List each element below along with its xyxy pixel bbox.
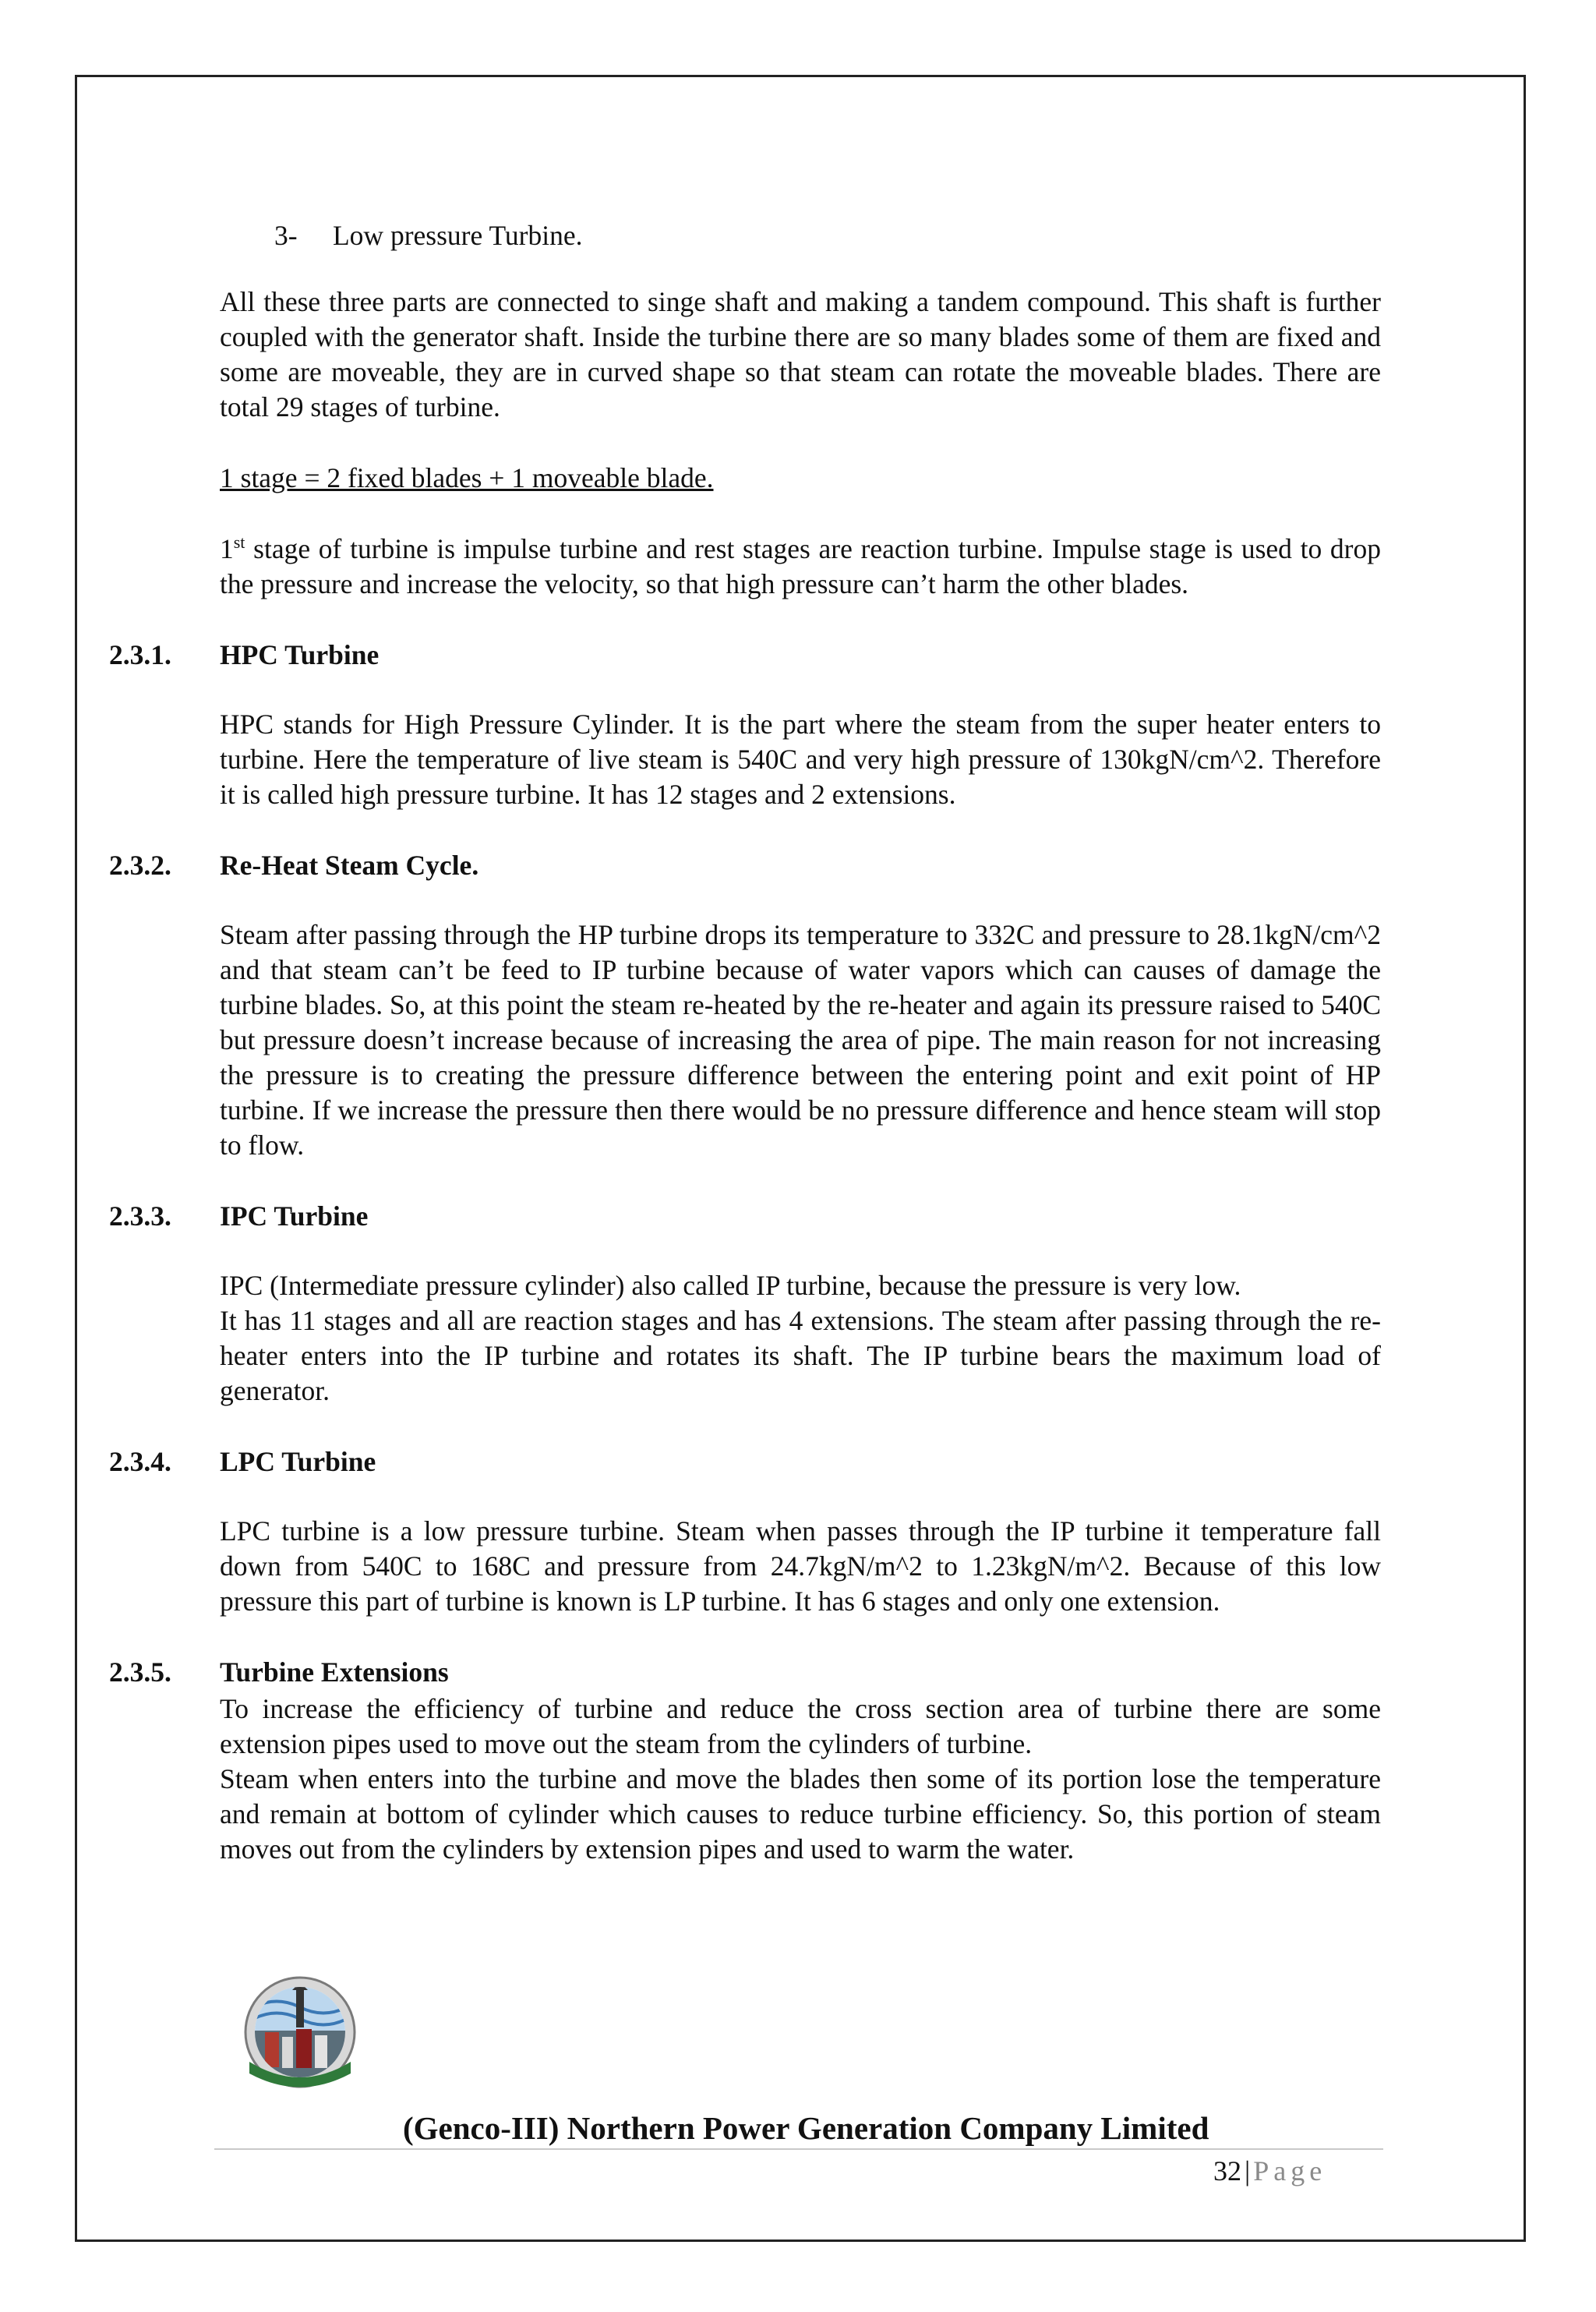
ordinal-suffix: st bbox=[233, 532, 245, 553]
page-number: 32 bbox=[1213, 2155, 1241, 2187]
section-paragraph: Steam when enters into the turbine and move the blades then some of its portion lose the temperature and remain at bottom of cylinder which causes to reduce turbine efficiency. So, this portion of steam moves out from the cylinders by extension pipes and used to warm the water. bbox=[220, 1763, 1381, 1865]
section-number: 2.3.5. bbox=[109, 1656, 171, 1688]
intro-paragraph: All these three parts are connected to singe shaft and making a tandem compound. This shaft is further coupled with the generator shaft. Inside the turbine there are so many blades some of them are fixed and some are moveable, they are in curved shape so that steam can rotate the moveable blades. There are total 29 stages of turbine. bbox=[220, 286, 1381, 422]
page-label: Page bbox=[1253, 2155, 1327, 2187]
section-number: 2.3.2. bbox=[109, 850, 171, 881]
impulse-text: stage of turbine is impulse turbine and rest stages are reaction turbine. Impulse stage is used to drop the pressure and increase the velocity, so that high pressure can’t harm the other blades. bbox=[220, 533, 1381, 599]
page-number-line bbox=[1213, 2155, 1326, 2187]
section-title: Re-Heat Steam Cycle. bbox=[220, 850, 479, 881]
company-logo bbox=[242, 1976, 358, 2089]
section-paragraph: LPC turbine is a low pressure turbine. Steam when passes through the IP turbine it temperature fall down from 540C to 168C and pressure from 24.7kgN/m^2 to 1.23kgN/m^2. Because of this low pressure this part of turbine is known is LP turbine. It has 6 stages and only one extension. bbox=[220, 1515, 1381, 1617]
section-title: IPC Turbine bbox=[220, 1200, 369, 1232]
section-heading bbox=[109, 1199, 1381, 1234]
section-paragraph: It has 11 stages and all are reaction stages and has 4 extensions. The steam after passing through the re-heater enters into the IP turbine and rotates its shaft. The IP turbine bears the maximum load of generator. bbox=[220, 1305, 1381, 1406]
section-title: HPC Turbine bbox=[220, 639, 380, 670]
section-number: 2.3.3. bbox=[109, 1200, 171, 1232]
list-item bbox=[274, 218, 1381, 253]
list-item-text: Low pressure Turbine. bbox=[333, 220, 583, 251]
section-heading bbox=[109, 1444, 1381, 1479]
page-separator: | bbox=[1245, 2155, 1251, 2187]
section-title: Turbine Extensions bbox=[220, 1656, 449, 1688]
section-heading bbox=[109, 848, 1381, 883]
document-body bbox=[109, 218, 1381, 1867]
footer-divider bbox=[214, 2148, 1383, 2150]
ordinal-number: 1 bbox=[220, 533, 234, 564]
footer-company-name: (Genco-III) Northern Power Generation Company Limited bbox=[403, 2110, 1209, 2146]
stage-formula-text: 1 stage = 2 fixed blades + 1 moveable blade. bbox=[220, 462, 714, 493]
section-paragraph: To increase the efficiency of turbine and reduce the cross section area of turbine there are some extension pipes used to move out the steam from the cylinders of turbine. bbox=[220, 1693, 1381, 1759]
section-heading bbox=[109, 1655, 1381, 1690]
section-title: LPC Turbine bbox=[220, 1446, 376, 1477]
section-heading bbox=[109, 638, 1381, 673]
section-paragraph: Steam after passing through the HP turbine drops its temperature to 332C and pressure to 28.1kgN/cm^2 and that steam can’t be feed to IP turbine because of water vapors which can causes of damage the turbine blades. So, at this point the steam re-heated by the re-heater and again its pressure raised to 540C but pressure doesn’t increase because of increasing the area of pipe. The main reason for not increasing the pressure is to creating the pressure difference between the entering point and exit point of HP turbine. If we increase the pressure then there would be no pressure difference and hence steam will stop to flow. bbox=[220, 919, 1381, 1161]
section-number: 2.3.4. bbox=[109, 1446, 171, 1477]
section-paragraph: HPC stands for High Pressure Cylinder. It is the part where the steam from the super heater enters to turbine. Here the temperature of live steam is 540C and very high pressure of 130kgN/cm^2. Therefore it is called high pressure turbine. It has 12 stages and 2 extensions. bbox=[220, 709, 1381, 810]
stage-formula bbox=[220, 461, 1381, 496]
section-paragraph: IPC (Intermediate pressure cylinder) also called IP turbine, because the pressure is very low. bbox=[220, 1270, 1241, 1301]
section-number: 2.3.1. bbox=[109, 639, 171, 670]
list-item-number: 3- bbox=[274, 220, 298, 251]
impulse-paragraph bbox=[220, 532, 1381, 602]
